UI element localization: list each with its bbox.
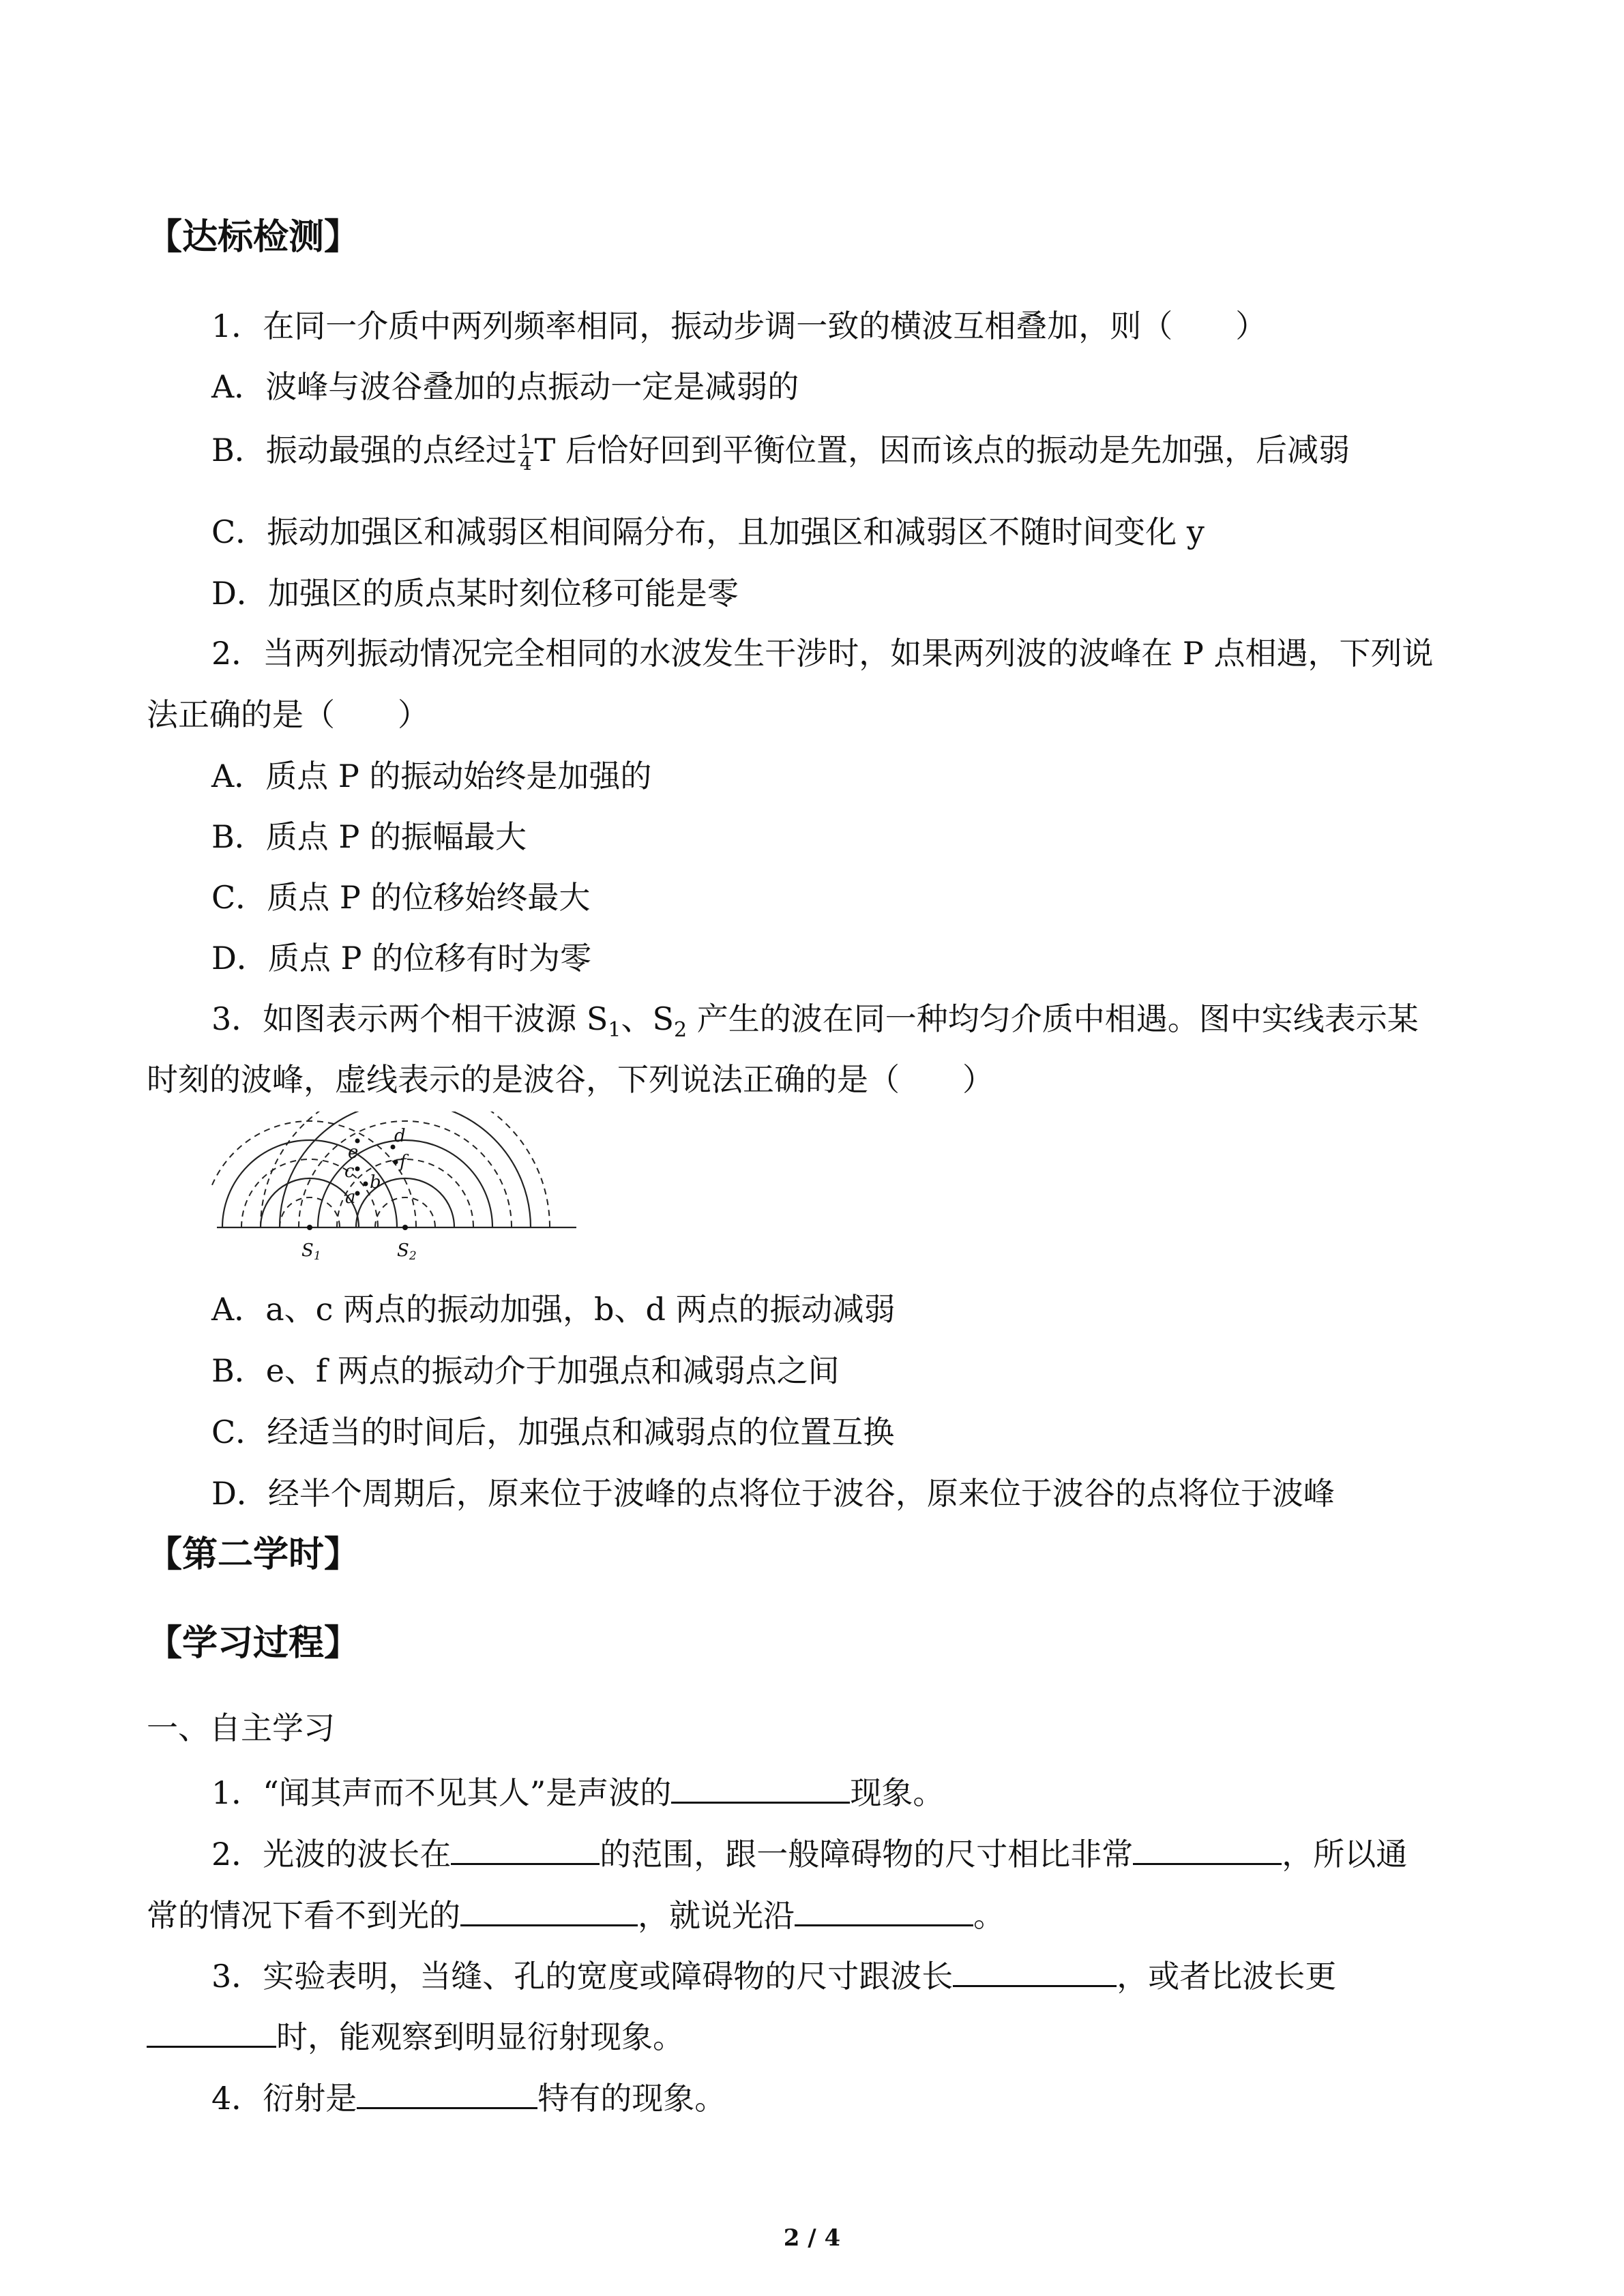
- fill-item-1: 1．“闻其声而不见其人”是声波的 现象。: [211, 1769, 944, 1813]
- source-s1-label: S1: [301, 1240, 321, 1263]
- source-s2-dot: [402, 1225, 408, 1230]
- q3-stem-line1: 3．如图表示两个相干波源 $S_1$、$S_2$ 产生的波在同一种均匀介质中相遇。图中实线表示某: [211, 1000, 1419, 1043]
- blank-2d[interactable]: [795, 1892, 973, 1926]
- self-study-title: 一、自主学习: [147, 1710, 335, 1746]
- blank-2c[interactable]: [460, 1892, 638, 1926]
- q1-stem: 1．在同一介质中两列频率相同，振动步调一致的横波互相叠加，则（ ）: [211, 308, 1267, 344]
- point-a-dot: [355, 1191, 360, 1196]
- page-number: 2 / 4: [783, 2224, 841, 2252]
- q3-option-b: B．e、f 两点的振动介于加强点和减弱点之间: [211, 1352, 840, 1389]
- q2-option-b: B．质点 P 的振幅最大: [211, 818, 527, 855]
- s2-trough-1: [375, 1197, 435, 1227]
- point-c-label: c: [344, 1161, 355, 1182]
- s1-trough-1: [280, 1197, 340, 1227]
- point-c-dot: [355, 1167, 360, 1172]
- q3-option-c: C．经适当的时间后，加强点和减弱点的位置互换: [211, 1414, 895, 1450]
- blank-2b[interactable]: [1133, 1830, 1282, 1865]
- q3-option-d: D．经半个周期后，原来位于波峰的点将位于波谷，原来位于波谷的点将位于波峰: [211, 1475, 1335, 1512]
- fraction-one-quarter: $\frac{1}{4}$: [519, 430, 532, 475]
- blank-3b[interactable]: [147, 2013, 276, 2048]
- point-f-label: f: [400, 1152, 407, 1172]
- fill-item-4: 4．衍射是 特有的现象。: [211, 2074, 726, 2119]
- q2-option-d: D．质点 P 的位移有时为零: [211, 940, 592, 976]
- source-s2-label: S2: [397, 1240, 417, 1263]
- q1-option-c: C．振动加强区和减弱区相间隔分布，且加强区和减弱区不随时间变化 y: [211, 513, 1205, 550]
- blank-3a[interactable]: [953, 1952, 1117, 1987]
- heading-dabiao: 【达标检测】: [147, 217, 360, 258]
- source-s1-dot: [307, 1225, 312, 1230]
- blank-1[interactable]: [671, 1769, 850, 1804]
- interference-figure: [211, 1112, 593, 1268]
- blank-2a[interactable]: [451, 1830, 600, 1865]
- fill-item-2-line1: 2．光波的波长在 的范围，跟一般障碍物的尺寸相比非常 ，所以通: [211, 1830, 1407, 1875]
- q2-option-c: C．质点 P 的位移始终最大: [211, 879, 591, 916]
- fill-item-2-line2: 常的情况下看不到光的 ，就说光沿 。: [147, 1892, 1005, 1936]
- q2-stem-line2: 法正确的是（ ）: [147, 696, 429, 733]
- point-f-dot: [394, 1160, 398, 1165]
- heading-learning-process: 【学习过程】: [147, 1623, 360, 1664]
- q2-stem-line1: 2．当两列振动情况完全相同的水波发生干涉时，如果两列波的波峰在 P 点相遇，下列说: [211, 635, 1434, 672]
- point-b-dot: [364, 1182, 368, 1187]
- point-d-label: d: [394, 1126, 406, 1146]
- heading-second-period: 【第二学时】: [147, 1534, 360, 1575]
- q1-option-b: B．振动最强的点经过 $\frac{1}{4}$ T 后恰好回到平衡位置，因而该点的振动是先加强，后减弱: [211, 430, 1350, 475]
- q2-option-a: A．质点 P 的振动始终是加强的: [211, 758, 652, 794]
- fill-item-3-line1: 3．实验表明，当缝、孔的宽度或障碍物的尺寸跟波长 ，或者比波长更: [211, 1952, 1336, 1997]
- blank-4[interactable]: [357, 2074, 537, 2109]
- q1-option-d: D．加强区的质点某时刻位移可能是零: [211, 575, 739, 612]
- q1-option-a: A．波峰与波谷叠加的点振动一定是减弱的: [211, 368, 799, 405]
- q3-option-a: A．a、c 两点的振动加强，b、d 两点的振动减弱: [211, 1291, 896, 1328]
- fill-item-3-line2: 时，能观察到明显衍射现象。: [147, 2013, 684, 2057]
- point-b-label: b: [370, 1172, 381, 1193]
- s1-crest-1: [261, 1178, 359, 1227]
- point-a-label: a: [345, 1187, 356, 1208]
- point-e-label: e: [348, 1142, 359, 1163]
- q3-stem-line2: 时刻的波峰，虚线表示的是波谷，下列说法正确的是（ ）: [147, 1061, 994, 1098]
